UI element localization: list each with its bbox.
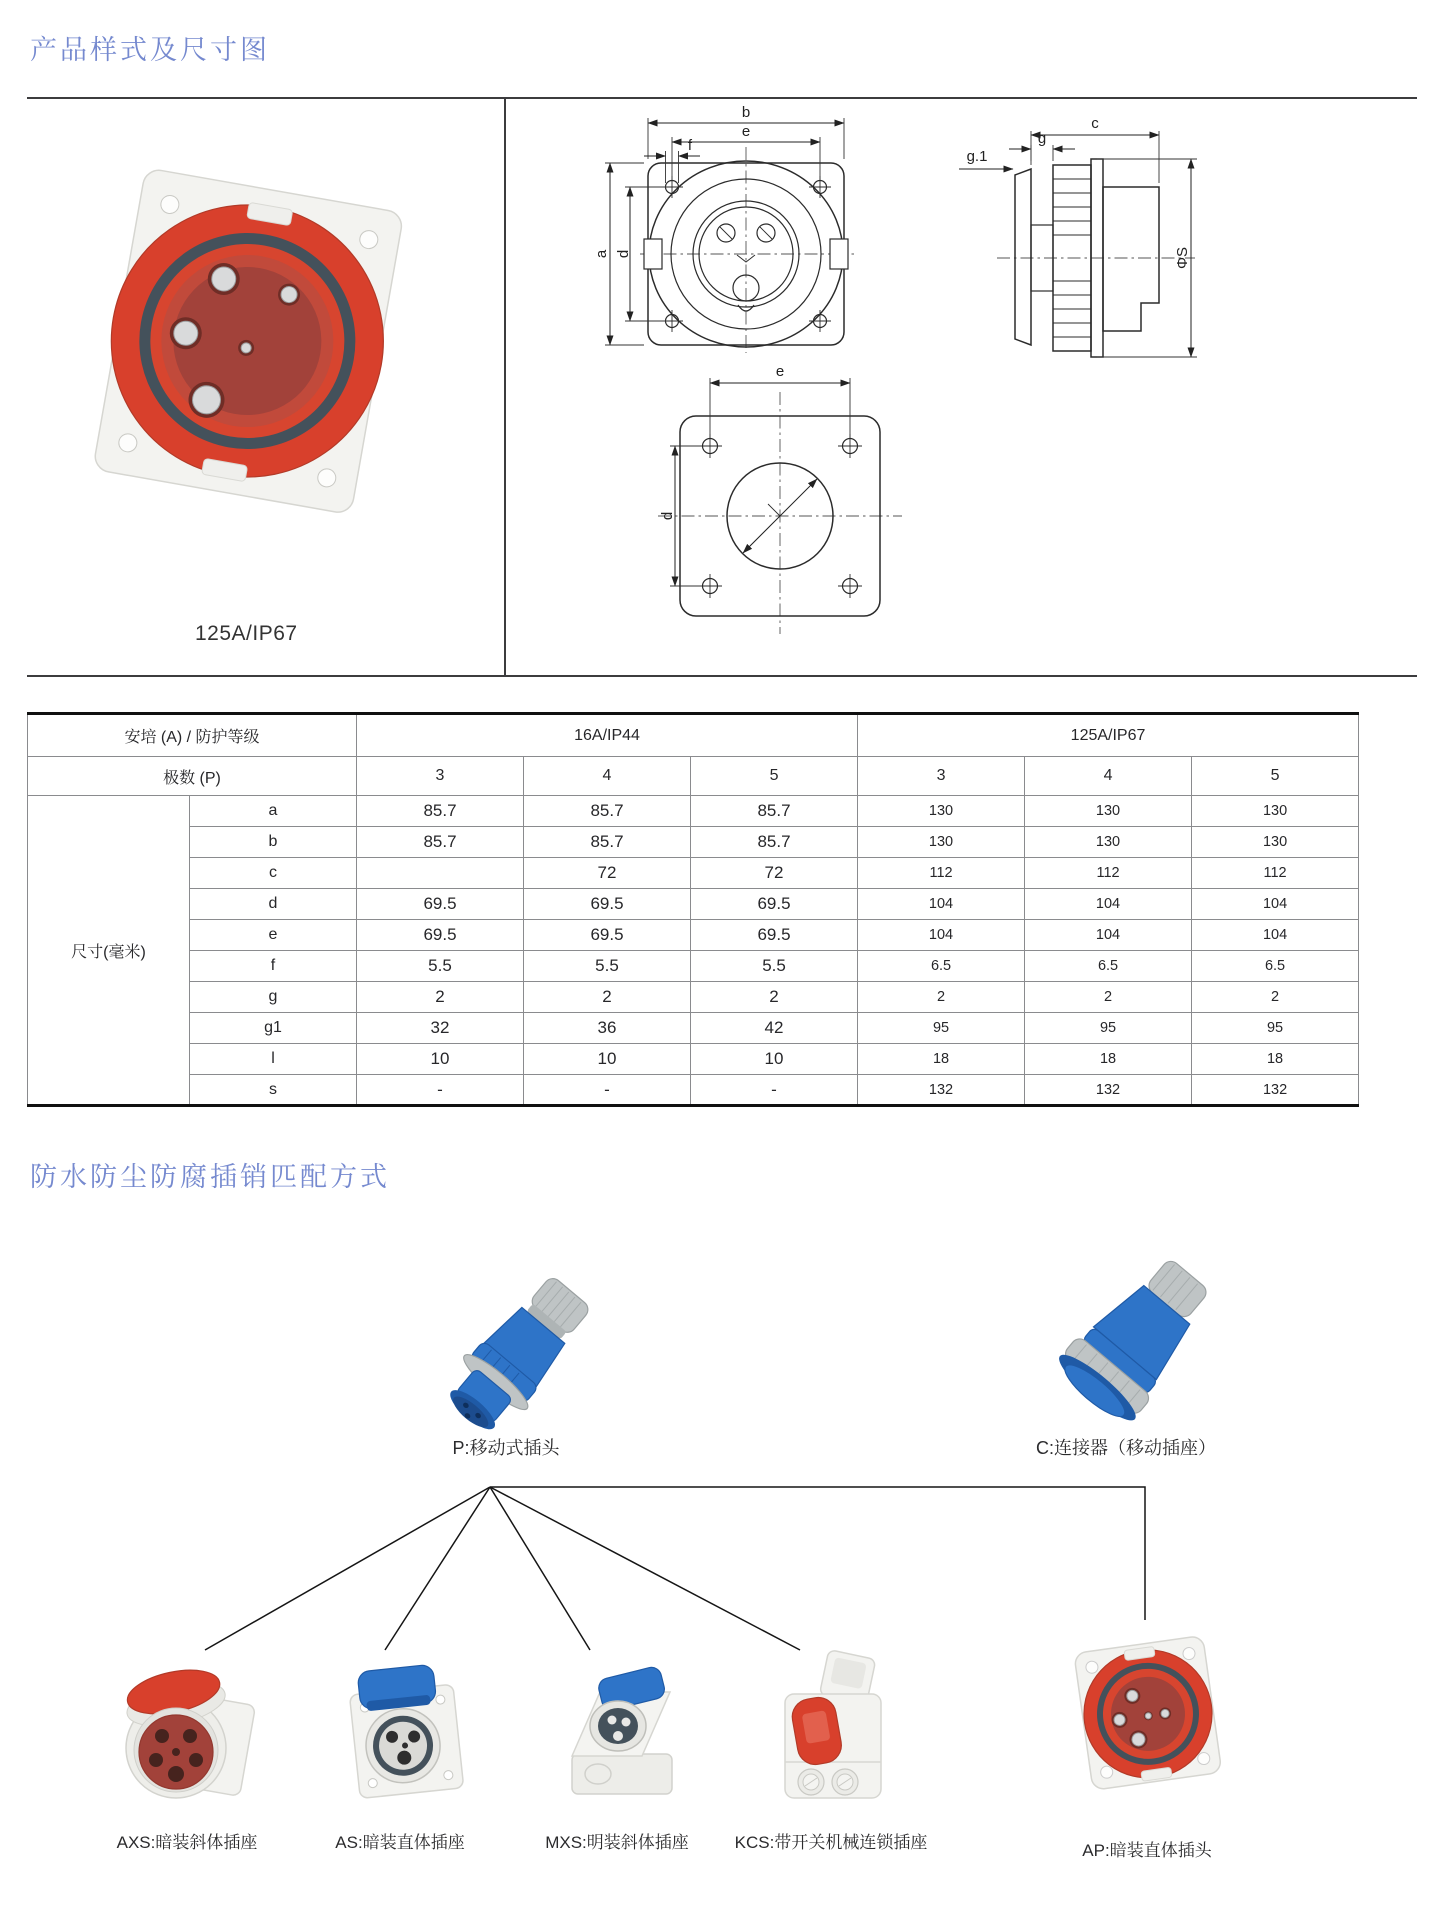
- table-header-row-1: [28, 714, 1359, 757]
- spec-cell: 130: [1192, 796, 1359, 827]
- photo-label: 125A/IP67: [195, 622, 298, 645]
- dim-name: g: [190, 982, 357, 1013]
- spec-cell: 42: [691, 1013, 858, 1044]
- table-row: [28, 1044, 1359, 1075]
- table-row: [28, 1075, 1359, 1106]
- product-photo-125a-plug: [75, 108, 415, 568]
- section2-title: 防水防尘防腐插销匹配方式: [30, 1162, 390, 1192]
- table-row: [28, 951, 1359, 982]
- pin-hole-icon: [168, 1766, 184, 1782]
- label-connector-c: C:连接器（移动插座）: [1036, 1438, 1216, 1458]
- spec-cell: 69.5: [691, 889, 858, 920]
- table-row: [28, 982, 1359, 1013]
- spec-cell: 95: [1192, 1013, 1359, 1044]
- spec-cell: 2: [1192, 982, 1359, 1013]
- header-poles: 极数 (P): [28, 757, 357, 796]
- label-ap: AP:暗装直体插头: [1082, 1841, 1212, 1860]
- dim-label-phi-s: ΦS: [1174, 247, 1191, 269]
- header-group-125a: 125A/IP67: [858, 714, 1359, 757]
- spec-cell: 112: [1025, 858, 1192, 889]
- spec-cell: 130: [1192, 827, 1359, 858]
- dim-label-d: d: [615, 249, 632, 259]
- pin-icon: [1161, 1709, 1170, 1718]
- spec-cell: 69.5: [524, 889, 691, 920]
- spec-cell: 95: [858, 1013, 1025, 1044]
- product-socket-kcs: [751, 1636, 911, 1811]
- spec-cell: 69.5: [357, 889, 524, 920]
- product-socket-axs: [112, 1652, 262, 1812]
- product-plug-ap: [1057, 1622, 1237, 1804]
- spec-cell: 10: [524, 1044, 691, 1075]
- spec-cell: 132: [858, 1075, 1025, 1106]
- spec-cell: 85.7: [691, 796, 858, 827]
- dim-name: a: [190, 796, 357, 827]
- spec-cell: 132: [1192, 1075, 1359, 1106]
- pole-count: 3: [858, 757, 1025, 796]
- pin-hole-icon: [613, 1731, 623, 1741]
- spec-cell: 5.5: [691, 951, 858, 982]
- dim-name: c: [190, 858, 357, 889]
- table-row: [28, 796, 1359, 827]
- spec-cell: 130: [1025, 796, 1192, 827]
- dim-label-a: a: [593, 249, 610, 259]
- label-kcs: KCS:带开关机械连锁插座: [734, 1833, 928, 1852]
- product-connector-c: [1030, 1250, 1225, 1445]
- dim-name: s: [190, 1075, 357, 1106]
- spec-cell: -: [691, 1075, 858, 1106]
- table-row: [28, 858, 1359, 889]
- spec-cell: 104: [1025, 889, 1192, 920]
- spec-cell: 85.7: [357, 827, 524, 858]
- spec-cell: 2: [524, 982, 691, 1013]
- pin-hole-icon: [183, 1729, 197, 1743]
- pin-hole-icon: [172, 1748, 180, 1756]
- spec-cell: 95: [1025, 1013, 1192, 1044]
- dim-label-b: b: [741, 104, 751, 121]
- spec-cell: 10: [357, 1044, 524, 1075]
- spec-cell: 5.5: [357, 951, 524, 982]
- spec-cell: 104: [858, 889, 1025, 920]
- dim-label-g: g: [1037, 130, 1047, 147]
- front-view-drawing: [540, 95, 920, 353]
- dim-name: e: [190, 920, 357, 951]
- screw-hole-icon: [435, 1695, 445, 1705]
- panel-plug-illustration: [87, 167, 408, 516]
- pin-hole-icon: [149, 1753, 163, 1767]
- spec-cell: 130: [1025, 827, 1192, 858]
- spec-cell: 2: [1025, 982, 1192, 1013]
- spec-cell: 130: [858, 796, 1025, 827]
- table-row: [28, 920, 1359, 951]
- product-socket-as: [330, 1656, 470, 1808]
- label-mxs: MXS:明装斜体插座: [545, 1833, 689, 1852]
- spec-cell: 104: [858, 920, 1025, 951]
- screw-hole-icon: [443, 1770, 453, 1780]
- cutout-view-drawing: [618, 342, 918, 634]
- dim-label-e: e: [775, 363, 785, 380]
- spec-cell: 104: [1192, 920, 1359, 951]
- dim-name: l: [190, 1044, 357, 1075]
- spec-cell: 18: [858, 1044, 1025, 1075]
- spec-cell: 2: [858, 982, 1025, 1013]
- spec-cell: 6.5: [858, 951, 1025, 982]
- pole-count: 3: [357, 757, 524, 796]
- spec-cell: 18: [1025, 1044, 1192, 1075]
- pole-count: 4: [524, 757, 691, 796]
- spec-cell: 85.7: [357, 796, 524, 827]
- pole-count: 5: [691, 757, 858, 796]
- dim-label-d: d: [659, 511, 676, 521]
- spec-cell: [357, 858, 524, 889]
- pin-icon: [1145, 1712, 1152, 1719]
- product-plug-p: [418, 1262, 608, 1457]
- dim-name: d: [190, 889, 357, 920]
- table-row: [28, 827, 1359, 858]
- dim-label-g1: g.1: [966, 148, 988, 165]
- dim-name: f: [190, 951, 357, 982]
- product-socket-mxs: [542, 1650, 692, 1808]
- spec-cell: 69.5: [357, 920, 524, 951]
- spec-cell: 69.5: [524, 920, 691, 951]
- spec-cell: 85.7: [524, 796, 691, 827]
- spec-cell: 6.5: [1025, 951, 1192, 982]
- pole-count: 5: [1192, 757, 1359, 796]
- header-group-16a: 16A/IP44: [357, 714, 858, 757]
- label-as: AS:暗装直体插座: [335, 1833, 465, 1852]
- spec-cell: 130: [858, 827, 1025, 858]
- spec-cell: 5.5: [524, 951, 691, 982]
- dim-label-e: e: [741, 123, 751, 140]
- spec-cell: -: [357, 1075, 524, 1106]
- spec-cell: 132: [1025, 1075, 1192, 1106]
- dim-name: b: [190, 827, 357, 858]
- side-label-dimensions: 尺寸(毫米): [28, 796, 190, 1106]
- spec-cell: 2: [691, 982, 858, 1013]
- spec-cell: 104: [1192, 889, 1359, 920]
- screw-hole-icon: [368, 1778, 378, 1788]
- spec-cell: 36: [524, 1013, 691, 1044]
- spec-cell: 85.7: [691, 827, 858, 858]
- dim-name: g1: [190, 1013, 357, 1044]
- spec-cell: 2: [357, 982, 524, 1013]
- header-amp-protection: 安培 (A) / 防护等级: [28, 714, 357, 757]
- spec-cell: 69.5: [691, 920, 858, 951]
- spec-table: [27, 712, 1359, 1107]
- pin-hole-icon: [622, 1718, 631, 1727]
- pin-hole-icon: [155, 1729, 169, 1743]
- dim-label-f: f: [687, 137, 693, 154]
- dim-label-c: c: [1091, 115, 1099, 132]
- label-plug-p: P:移动式插头: [452, 1438, 560, 1458]
- spec-cell: 85.7: [524, 827, 691, 858]
- topbox-bottom-rule: [27, 675, 1417, 677]
- spec-cell: 32: [357, 1013, 524, 1044]
- spec-cell: -: [524, 1075, 691, 1106]
- spec-cell: 112: [858, 858, 1025, 889]
- topbox-divider: [504, 97, 506, 677]
- spec-cell: 6.5: [1192, 951, 1359, 982]
- side-view-drawing: [945, 95, 1255, 367]
- spec-cell: 112: [1192, 858, 1359, 889]
- spec-cell: 72: [524, 858, 691, 889]
- section1-title: 产品样式及尺寸图: [30, 35, 270, 65]
- table-row: [28, 1013, 1359, 1044]
- label-axs: AXS:暗装斜体插座: [116, 1833, 258, 1852]
- spec-cell: 104: [1025, 920, 1192, 951]
- table-header-row-2: [28, 757, 1359, 796]
- pole-count: 4: [1025, 757, 1192, 796]
- spec-cell: 10: [691, 1044, 858, 1075]
- pin-hole-icon: [189, 1753, 203, 1767]
- pin-hole-icon: [608, 1716, 617, 1725]
- spec-cell: 18: [1192, 1044, 1359, 1075]
- table-row: [28, 889, 1359, 920]
- spec-cell: 72: [691, 858, 858, 889]
